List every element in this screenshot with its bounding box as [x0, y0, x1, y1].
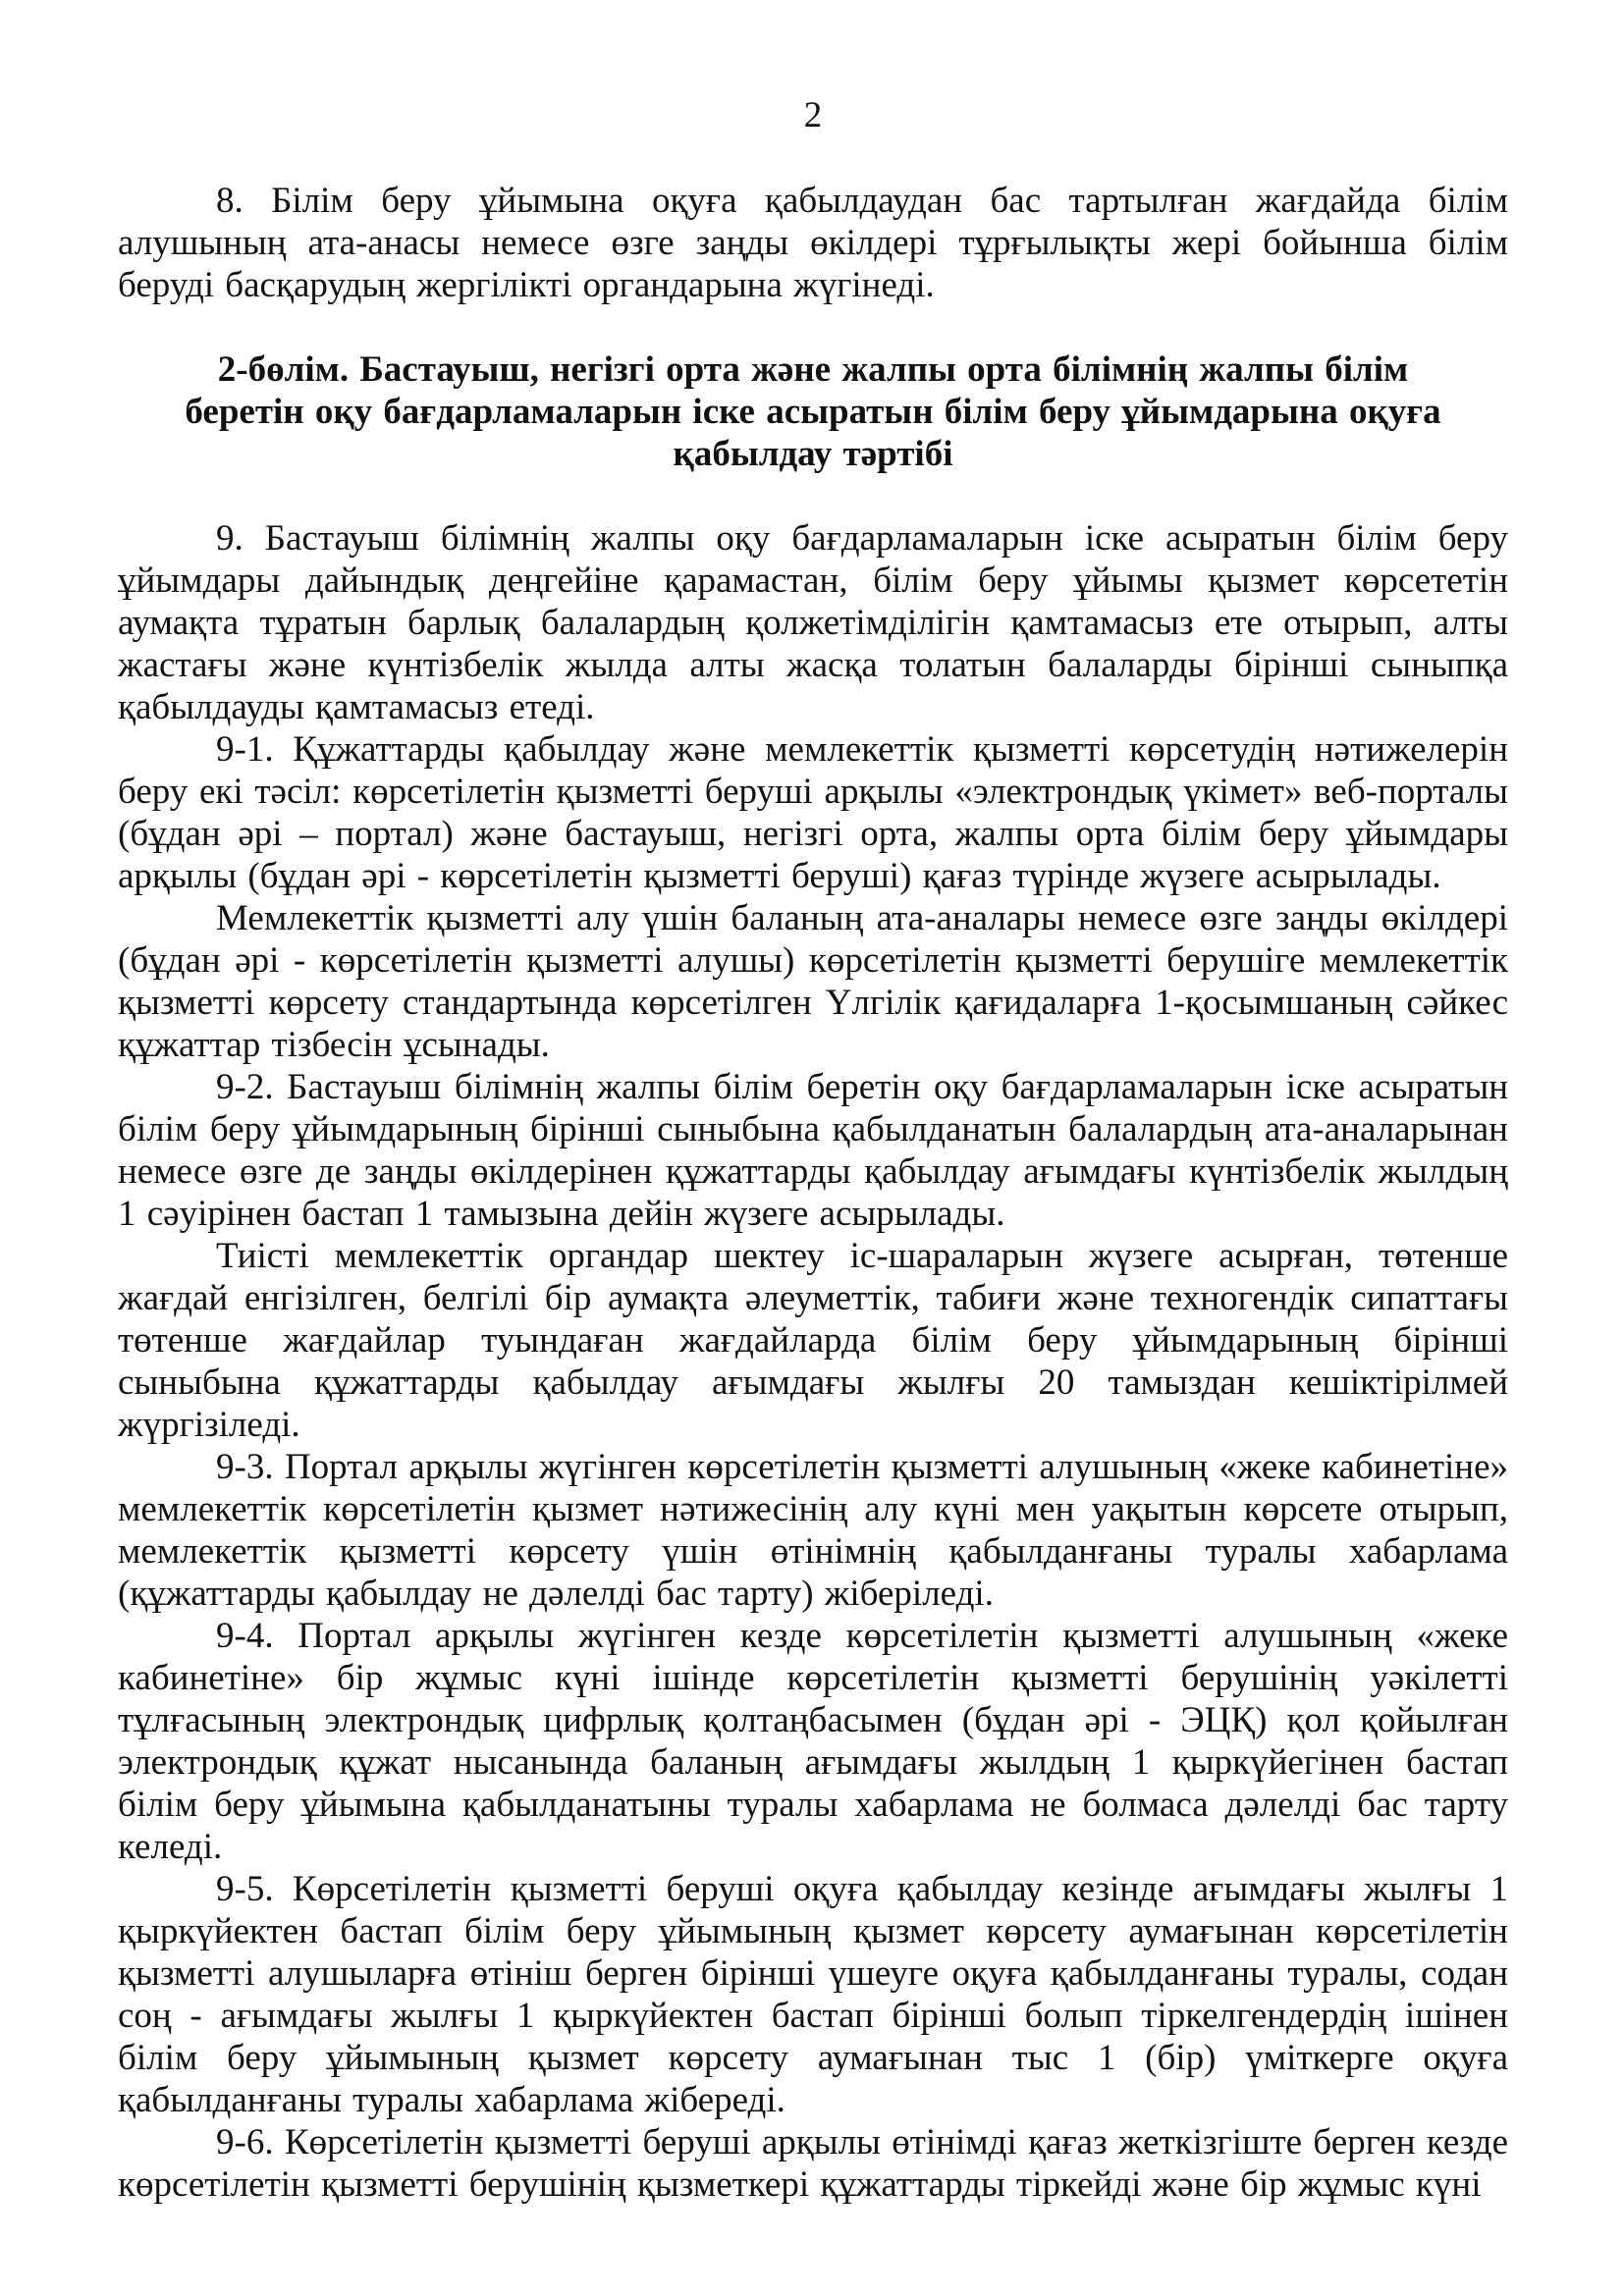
paragraph-9-1-second: Мемлекеттік қызметті алу үшін баланың ата-аналары немесе өзге заңды өкілдері (бұдан әрі - көрсетілетін қызметті алушы) көрсетілетін қызметті берушіге мемлекеттік қызметті көрсету стандартында көрсетілген Үлгілік қағидаларға 1-қосымшаның сәйкес құжаттар тізбесін ұсынады.: [118, 898, 1508, 1065]
page-number: 2: [803, 95, 823, 135]
paragraph-9-1: 9-1. Құжаттарды қабылдау және мемлекеттік қызметті көрсетудің нәтижелерін беру екі тәсіл: көрсетілетін қызметті беруші арқылы «электрондық үкімет» веб-порталы (бұдан әрі – портал) және бастауыш, негізгі орта, жалпы орта білім беру ұйымдары арқылы (бұдан әрі - көрсетілетін қызметті беруші) қағаз түрінде жүзеге асырылады.: [118, 729, 1508, 896]
paragraph-9-4: 9-4. Портал арқылы жүгінген кезде көрсетілетін қызметті алушының «жеке кабинетіне» бір жұмыс күні ішінде көрсетілетін қызметті берушінің уәкілетті тұлғасының электрондық цифрлық қолтаңбасымен (бұдан әрі - ЭЦҚ) қол қойылған электрондық құжат нысанында баланың ағымдағы жылдың 1 қыркүйегінен бастап білім беру ұйымына қабылданатыны туралы хабарлама не болмаса дәлелді бас тарту келеді.: [118, 1616, 1508, 1867]
paragraph-9-2: 9-2. Бастауыш білімнің жалпы білім беретін оқу бағдарламаларын іске асыратын білім беру ұйымдарының бірінші сыныбына қабылданатын балалардың ата-аналарынан немесе өзге де заңды өкілдерінен құжаттарды қабылдау ағымдағы күнтізбелік жылдың 1 сәуірінен бастап 1 тамызына дейін жүзеге асырылады.: [118, 1067, 1508, 1234]
paragraph-9-3: 9-3. Портал арқылы жүгінген көрсетілетін қызметті алушының «жеке кабинетіне» мемлекеттік көрсетілетін қызмет нәтижесінің алу күні мен уақытын көрсете отырып, мемлекеттік қызметті көрсету үшін өтінімнің қабылданғаны туралы хабарлама (құжаттарды қабылдау не дәлелді бас тарту) жіберіледі.: [118, 1447, 1508, 1614]
paragraph-9: 9. Бастауыш білімнің жалпы оқу бағдарламаларын іске асыратын білім беру ұйымдары дайындық деңгейіне қарамастан, білім беру ұйымы қызмет көрсететін аумақта тұратын барлық балалардың қолжетімділігін қамтамасыз ете отырып, алты жастағы және күнтізбелік жылда алты жасқа толатын балаларды бірінші сыныпқа қабылдауды қамтамасыз етеді.: [118, 518, 1508, 727]
paragraph-9-5: 9-5. Көрсетілетін қызметті беруші оқуға қабылдау кезінде ағымдағы жылғы 1 қыркүйектен бастап білім беру ұйымының қызмет көрсету аумағынан көрсетілетін қызметті алушыларға өтініш берген бірінші үшеуге оқуға қабылданғаны туралы, содан соң - ағымдағы жылғы 1 қыркүйектен бастап бірінші болып тіркелгендердің ішінен білім беру ұйымының қызмет көрсету аумағынан тыс 1 (бір) үміткерге оқуға қабылданғаны туралы хабарлама жібереді.: [118, 1869, 1508, 2120]
paragraph-9-6: 9-6. Көрсетілетін қызметті беруші арқылы өтінімді қағаз жеткізгіште берген кезде көрсетілетін қызметті берушінің қызметкері құжаттарды тіркейді және бір жұмыс күні: [118, 2122, 1508, 2205]
section-2-heading: 2-бөлім. Бастауыш, негізгі орта және жалпы орта білімнің жалпы білім беретін оқу бағдарламаларын іске асыратын білім беру ұйымдарына оқуға қабылдау тәртібі: [185, 349, 1441, 474]
paragraph-8: 8. Білім беру ұйымына оқуға қабылдаудан бас тартылған жағдайда білім алушының ата-анасы немесе өзге заңды өкілдері тұрғылықты жері бойынша білім беруді басқарудың жергілікті органдарына жүгінеді.: [118, 181, 1508, 305]
document-body: [118, 180, 1508, 2206]
paragraph-9-2-second: Тиісті мемлекеттік органдар шектеу іс-шараларын жүзеге асырған, төтенше жағдай енгізілген, белгілі бір аумақта әлеуметтік, табиғи және техногендік сипаттағы төтенше жағдайлар туындаған жағдайларда білім беру ұйымдарының бірінші сыныбына құжаттарды қабылдау ағымдағы жылғы 20 тамыздан кешіктірілмей жүргізіледі.: [118, 1236, 1508, 1445]
